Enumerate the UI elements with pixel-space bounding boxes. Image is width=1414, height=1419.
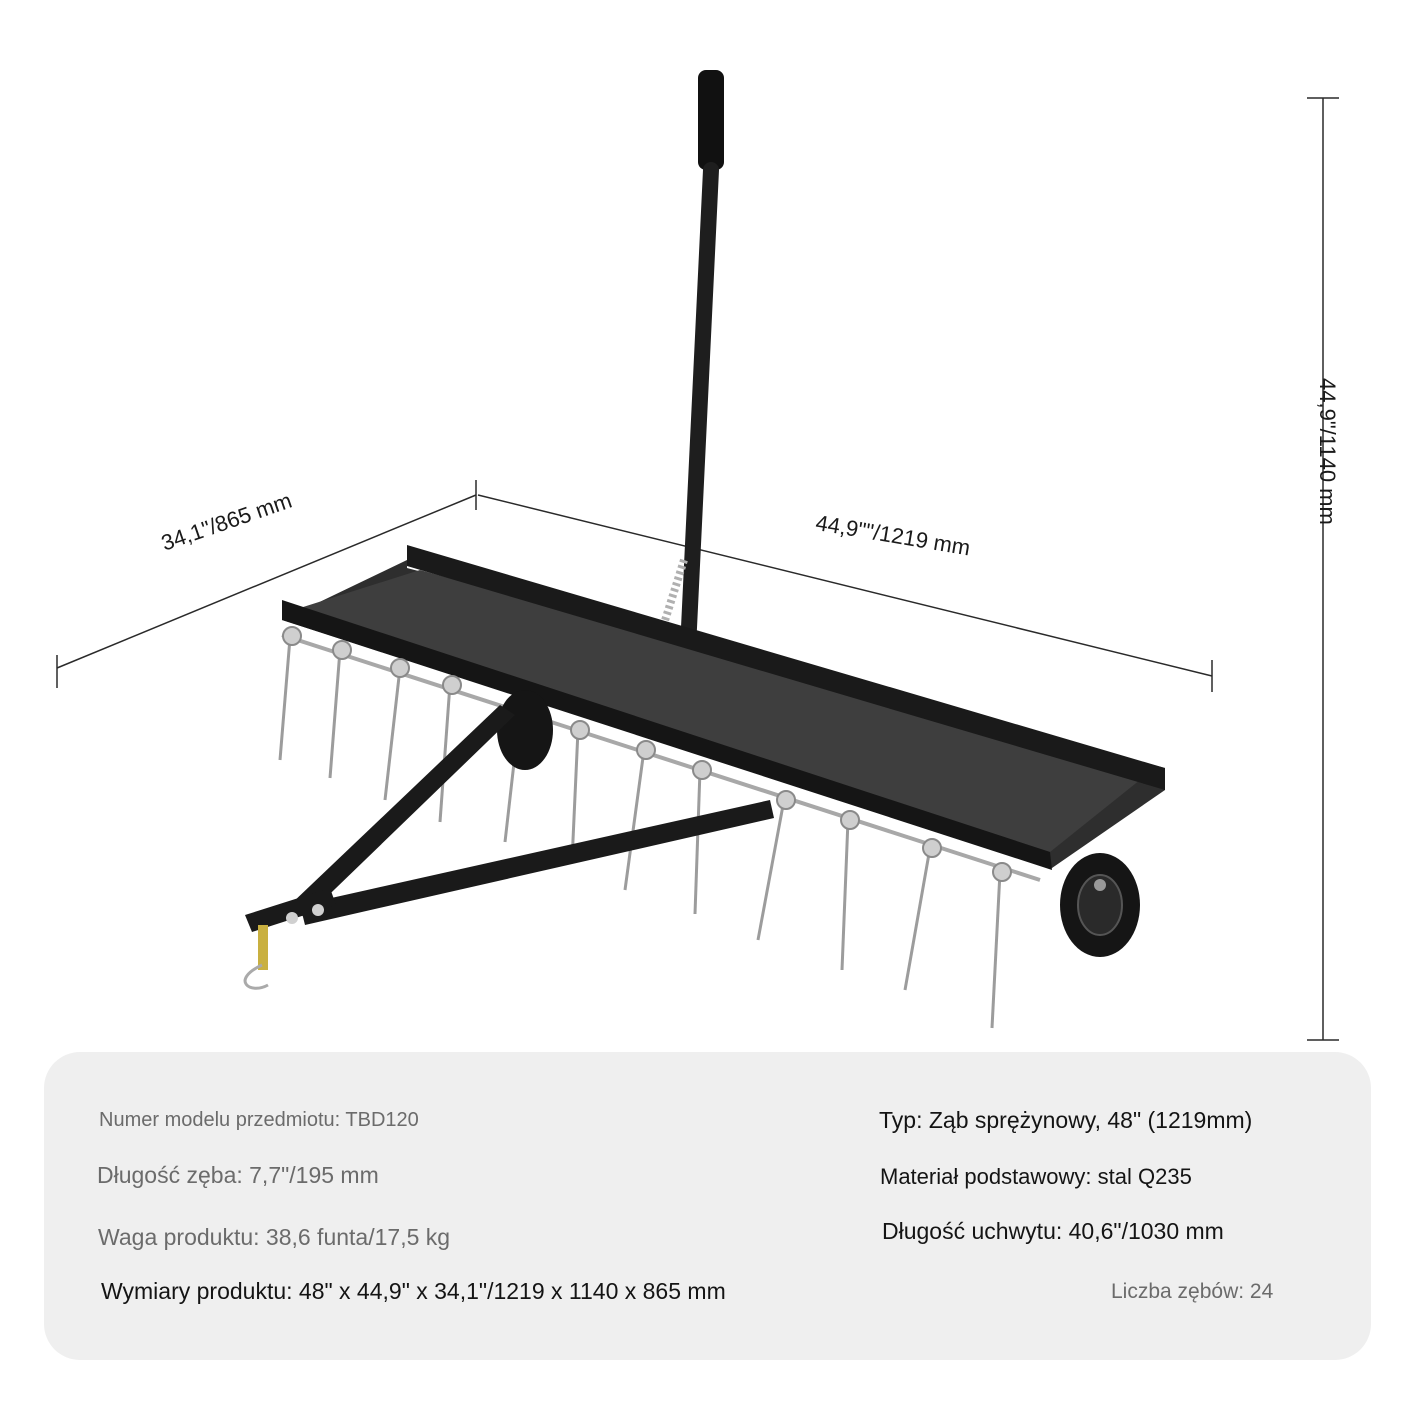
depth-dimension-label: 34,1"/865 mm bbox=[158, 487, 295, 556]
hitch-pin bbox=[258, 925, 268, 970]
handle-length: Długość uchwytu: 40,6"/1030 mm bbox=[882, 1218, 1224, 1244]
tine-length: Długość zęba: 7,7"/195 mm bbox=[97, 1162, 379, 1188]
product-weight: Waga produktu: 38,6 funta/17,5 kg bbox=[98, 1224, 451, 1250]
product-type: Typ: Ząb sprężynowy, 48" (1219mm) bbox=[879, 1107, 1253, 1133]
spec-card bbox=[44, 1052, 1371, 1360]
width-dimension-label: 44,9""/1219 mm bbox=[813, 510, 973, 561]
base-material: Materiał podstawowy: stal Q235 bbox=[880, 1164, 1192, 1189]
product-dimensions: Wymiary produktu: 48" x 44,9" x 34,1"/1219 x 1140 x 865 mm bbox=[101, 1278, 726, 1304]
handle-grip bbox=[698, 70, 724, 170]
model-number: Numer modelu przedmiotu: TBD120 bbox=[99, 1109, 419, 1131]
tine-count: Liczba zębów: 24 bbox=[1111, 1280, 1274, 1303]
left-wheel bbox=[497, 690, 553, 770]
height-dimension-label: 44,9"/1140 mm bbox=[1315, 378, 1340, 525]
